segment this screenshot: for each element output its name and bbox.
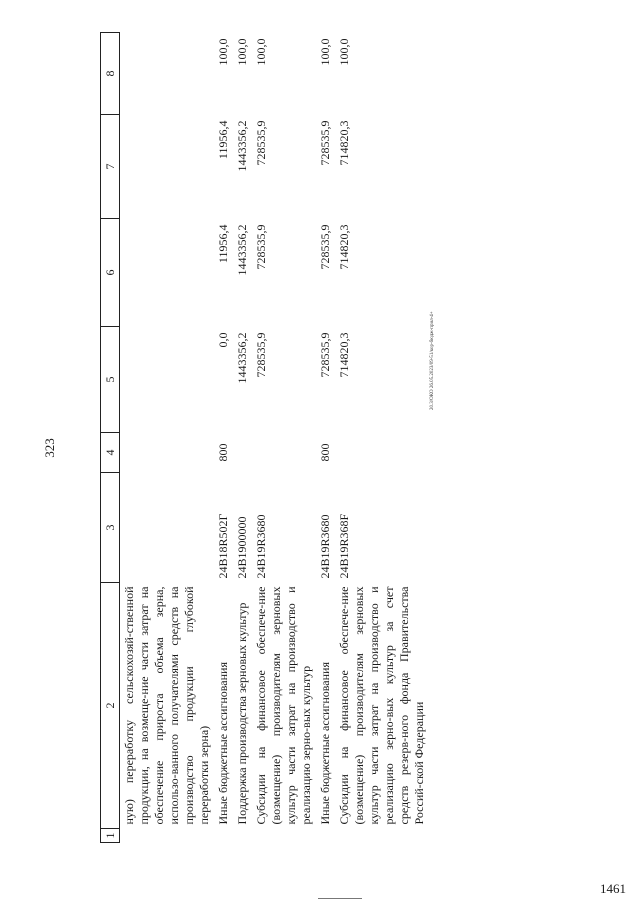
row-code: 24В19R3680 [254, 514, 268, 579]
header-col-7: 7 [101, 115, 120, 219]
row-v5: 728535,9 [254, 332, 268, 378]
row-name: Субсидии на финансовое обеспече-ние (возмещение) производителям зерновых культур части затрат на производство и реализацию зерно-вых культур за счет средств резерв-ного фонда Правительства Россий-ской Федерации [337, 586, 426, 825]
row-code: 24В19R3680 [318, 514, 332, 579]
row-vr [120, 433, 215, 473]
row-v6: 728535,9 [318, 224, 332, 270]
row-vr: 800 [216, 443, 230, 462]
row-vr [335, 433, 429, 473]
row-v8: 100,0 [337, 38, 351, 66]
row-v5: 728535,9 [318, 332, 332, 378]
header-col-5: 5 [101, 327, 120, 433]
header-row [101, 33, 120, 843]
row-v6: 1443356,2 [235, 224, 249, 276]
row-v8: 100,0 [235, 38, 249, 66]
row-vr [233, 433, 252, 473]
row-v5: 1443356,2 [235, 332, 249, 384]
side-note: 20.3/ОКО 26.05.2023/09-51/кор-бюдж-прил-4+ [430, 311, 435, 410]
header-col-2: 2 [101, 583, 120, 829]
table-row [252, 33, 316, 843]
row-v5: 0,0 [216, 332, 230, 348]
budget-table [100, 32, 429, 843]
row-code: 24В18R502Г [216, 513, 230, 579]
folio-number: 1461 [600, 881, 626, 896]
row-name: Иные бюджетные ассигнования [216, 662, 230, 825]
row-v7: 714820,3 [337, 120, 351, 166]
row-v7: 728535,9 [254, 120, 268, 166]
row-vr: 800 [318, 443, 332, 462]
row-v7: 728535,9 [318, 120, 332, 166]
row-v6 [120, 219, 215, 327]
table-row [335, 33, 429, 843]
row-v7: 11956,4 [216, 120, 230, 160]
row-v5 [120, 327, 215, 433]
row-v7 [120, 115, 215, 219]
header-col-3: 3 [101, 473, 120, 583]
row-v7: 1443356,2 [235, 120, 249, 172]
row-code: 24В19R368F [337, 513, 351, 579]
row-name: ную) переработку сельскохозяй-ственной продукции, на возмеще-ние части затрат на обеспечение прироста объема зерна, использо-ванного получателями средств на производство продукции глубокой переработки зерна) [122, 586, 211, 825]
row-code: 24В1900000 [235, 516, 249, 579]
footer-divider [318, 898, 362, 899]
row-v5: 714820,3 [337, 332, 351, 378]
table-row [214, 33, 233, 843]
row-vr [252, 433, 316, 473]
page-number: 323 [42, 438, 57, 458]
row-v6: 714820,3 [337, 224, 351, 270]
header-col-4: 4 [101, 433, 120, 473]
row-name: Поддержка производства зерновых культур [235, 602, 249, 825]
row-name: Субсидии на финансовое обеспече-ние (возмещение) производителям зерновых культур части затрат на производство и реализацию зерно-вых культур [254, 586, 313, 825]
row-v8: 100,0 [216, 38, 230, 66]
table-row [233, 33, 252, 843]
table-row [316, 33, 335, 843]
row-code [120, 473, 215, 583]
header-col-1: 1 [101, 829, 120, 843]
row-v6: 728535,9 [254, 224, 268, 270]
row-v6: 11956,4 [216, 224, 230, 264]
header-col-6: 6 [101, 219, 120, 327]
row-v8: 100,0 [254, 38, 268, 66]
row-name: Иные бюджетные ассигнования [318, 662, 332, 825]
table-row [120, 33, 215, 843]
rotated-table-container [100, 33, 585, 843]
row-v8: 100,0 [318, 38, 332, 66]
row-v8 [120, 33, 215, 115]
header-col-8: 8 [101, 33, 120, 115]
